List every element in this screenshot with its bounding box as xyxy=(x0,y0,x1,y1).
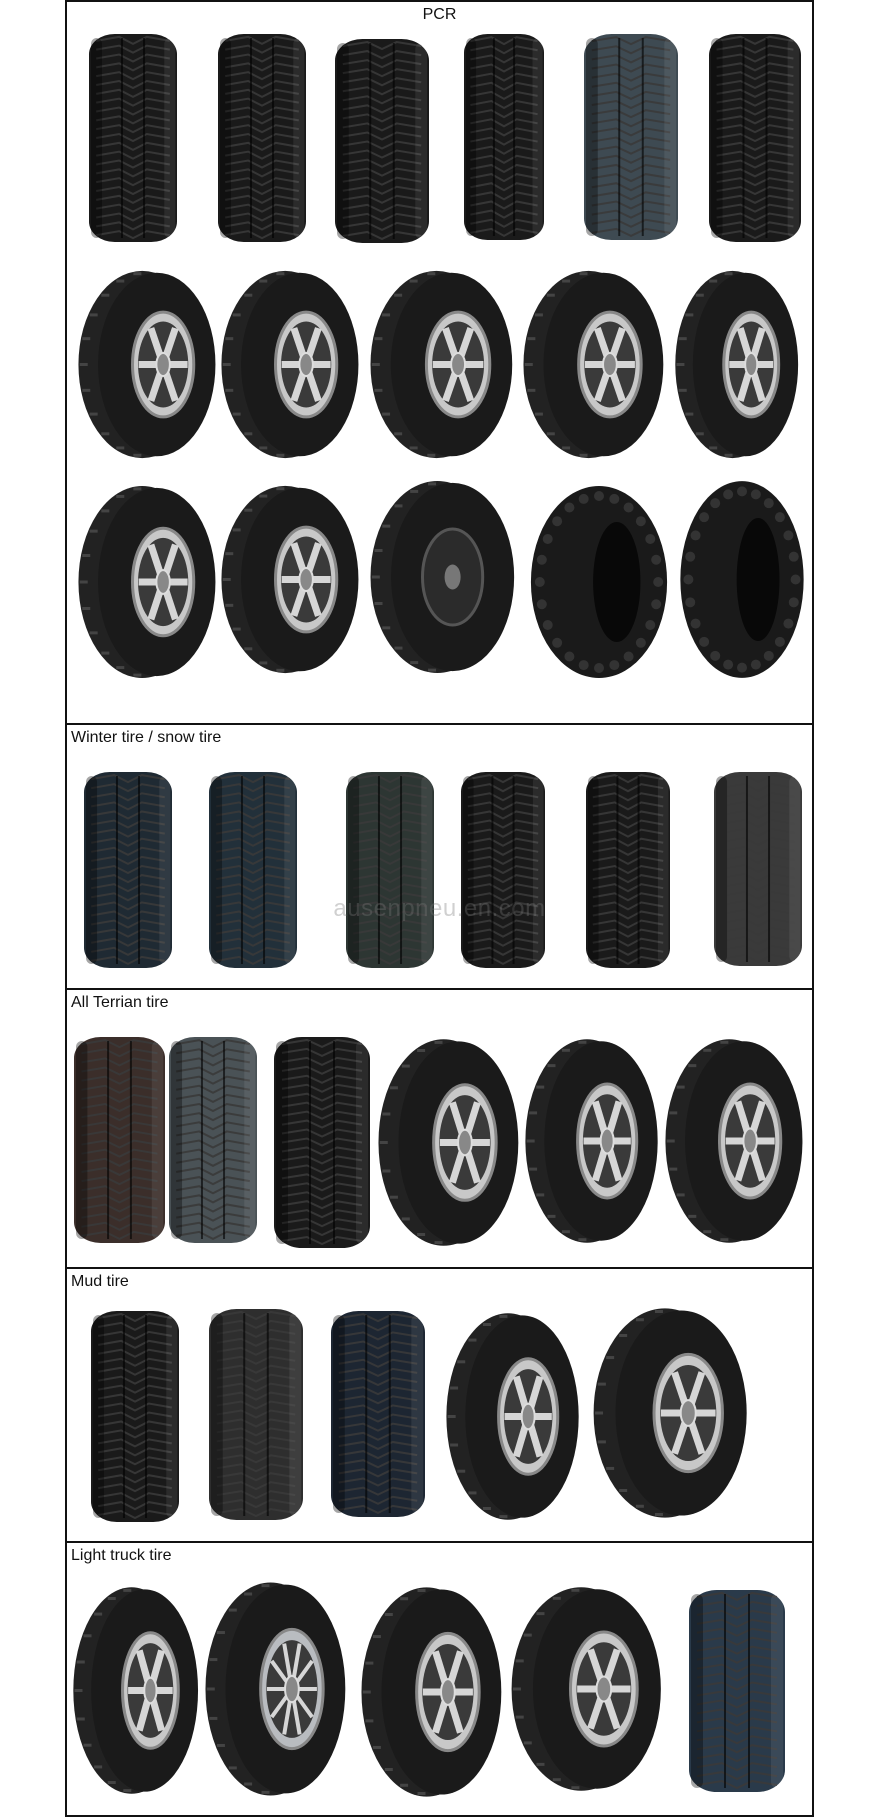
section-pcr xyxy=(67,2,812,725)
tire-tread-icon xyxy=(675,477,809,682)
tire-tread-icon xyxy=(89,1309,181,1524)
tire-rim-icon xyxy=(204,1578,352,1800)
tire-rim-icon xyxy=(72,1583,204,1798)
tire-rim-icon xyxy=(377,1035,525,1250)
tire-tread-icon xyxy=(687,1588,787,1794)
tire-rim-icon xyxy=(664,1035,809,1247)
tire-rim-icon xyxy=(524,1035,664,1247)
tire-tread-icon xyxy=(207,770,299,970)
tire-tread-icon xyxy=(582,32,680,242)
tire-tread-icon xyxy=(712,770,804,968)
tire-tread-icon xyxy=(72,1035,167,1245)
section-title: All Terrian tire xyxy=(71,994,169,1011)
tire-rim-icon xyxy=(77,482,222,682)
tire-tread-icon xyxy=(333,37,431,245)
tire-catalog-frame xyxy=(65,0,814,1817)
section-title: Mud tire xyxy=(71,1273,129,1290)
tire-rim-icon xyxy=(592,1304,754,1522)
tire-rim-icon xyxy=(77,267,222,462)
tire-tread-icon xyxy=(707,32,803,244)
tire-tread-icon xyxy=(87,32,179,244)
tire-rim-icon xyxy=(445,1309,585,1524)
watermark: ausenpneu.en.com xyxy=(333,895,546,922)
tire-tread-icon xyxy=(459,770,547,970)
section-winter xyxy=(67,725,812,990)
tire-tread-icon xyxy=(584,770,672,970)
tire-rim-icon xyxy=(522,267,670,462)
tire-tread-icon xyxy=(329,1309,427,1519)
tire-rim-icon xyxy=(220,482,365,677)
tire-tread-icon xyxy=(82,770,174,970)
section-light-truck xyxy=(67,1543,812,1819)
tire-tread-icon xyxy=(344,770,436,970)
tire-tread-icon xyxy=(207,1307,305,1522)
tire-tread-icon xyxy=(462,32,546,242)
tire-rim-icon xyxy=(220,267,365,462)
tire-tread-icon xyxy=(272,1035,372,1250)
tire-tread-icon xyxy=(525,482,673,682)
section-title: Light truck tire xyxy=(71,1547,172,1564)
tire-tread-icon xyxy=(216,32,308,244)
tire-rim-icon xyxy=(674,267,804,462)
tire-rim-icon xyxy=(360,1583,508,1801)
tire-rim-icon xyxy=(369,267,519,462)
section-all-terrain xyxy=(67,990,812,1269)
tire-tread-icon xyxy=(167,1035,259,1245)
tire-rim-icon xyxy=(369,477,521,677)
section-mud xyxy=(67,1269,812,1543)
section-title: PCR xyxy=(422,6,457,23)
section-title: Winter tire / snow tire xyxy=(71,729,222,746)
tire-rim-icon xyxy=(510,1583,668,1795)
